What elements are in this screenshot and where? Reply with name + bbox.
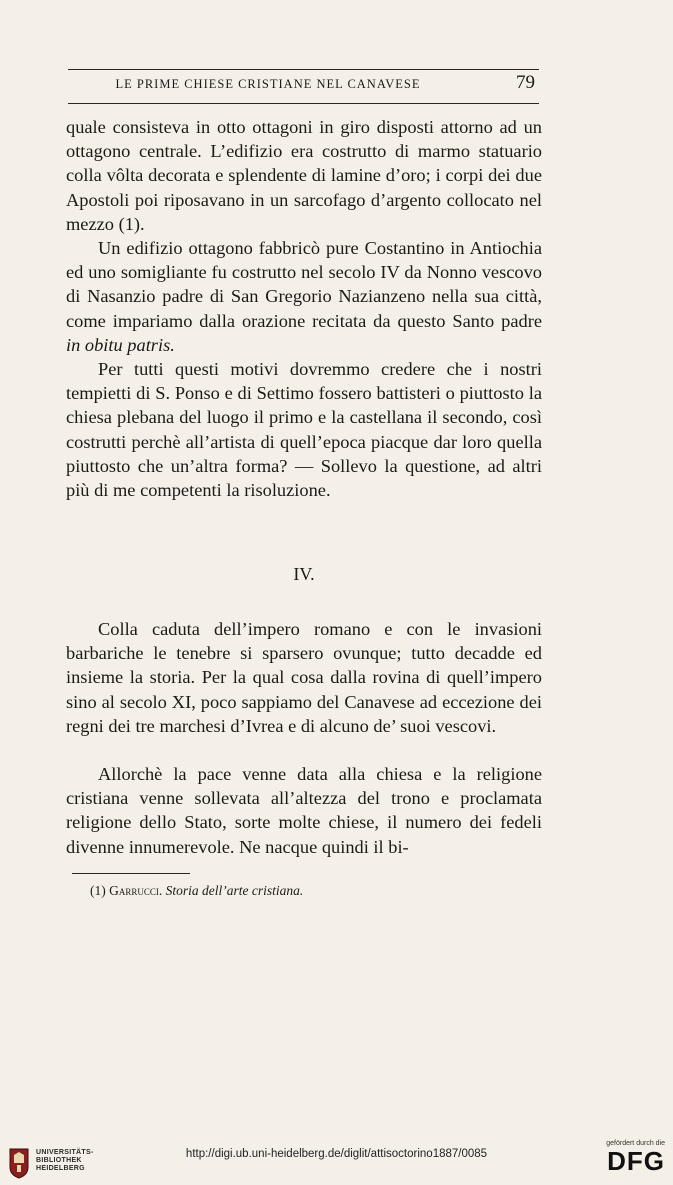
section-heading: IV. [293,564,315,584]
paragraph-3 [66,357,542,502]
library-line-1: UNIVERSITÄTS- [36,1149,94,1156]
footnote-title: Storia dell’arte cristiana. [165,883,304,898]
running-title: LE PRIME CHIESE CRISTIANE NEL CANAVESE [115,77,421,91]
funder-caption: gefördert durch die [606,1140,665,1147]
paragraph-1-text: quale consisteva in otto ottagoni in giro disposti attorno ad un ottagono centrale. L’edifizio era costrutto di marmo statuario colla vôlta decorata e splendente di lamine d’oro; i corpi dei due Apostoli poi riposavano in un sarcofago d’argento collocato nel mezzo (1). [66,117,542,234]
dfg-logo[interactable] [593,1140,665,1175]
paragraph-5 [66,762,542,859]
header-rule-bottom [68,103,539,104]
paragraph-2-italic: in obitu patris. [66,334,175,355]
paragraph-3-text: Per tutti questi motivi dovremmo credere che i nostri tempietti di S. Ponso e di Settimo fossero battisteri o piuttosto la chiesa plebana del luogo il primo e la castellana il secondo, così costrutti perchè all’artista di quell’epoca piacque dar loro quella piuttosto che un’altra forma? — Sollevo la questione, ad altri più di me competenti la risoluzione. [66,359,542,501]
digital-copy-url[interactable]: http://digi.ub.uni-heidelberg.de/diglit/attisoctorino1887/0085 [185,1148,488,1160]
header-rule-top [68,69,539,70]
paragraph-2-text [66,236,542,357]
paragraph-1 [66,115,542,236]
library-line-2: BIBLIOTHEK [36,1157,82,1164]
dfg-logo-text: DFG [607,1146,665,1176]
footnote-rule [72,873,190,874]
footnote-author: Garrucci. [109,883,163,898]
paragraph-4 [66,617,542,738]
page-number: 79 [516,72,535,93]
paragraph-2 [66,236,542,357]
library-line-3: HEIDELBERG [36,1165,85,1172]
paragraph-2-main: Un edifizio ottagono fabbricò pure Costantino in Antiochia ed uno somigliante fu costrutto nel secolo IV da Nonno vescovo di Nasanzio padre di San Gregorio Nazianzeno nella sua città, come impariamo dalla orazione recitata da questo Santo padre [66,238,542,331]
paragraph-4-text: Colla caduta dell’impero romano e con le invasioni barbariche le tenebre si sparsero ovunque; tutto decadde ed insieme la storia. Per la qual cosa dalla rovina di quell’impero sino al secolo XI, poco sappiamo del Canavese ad eccezione dei regni dei tre marchesi d’Ivrea e di alcuno de’ suoi vescovi. [66,619,542,736]
footnote [90,883,530,899]
footnote-marker: (1) [90,883,106,898]
paragraph-5-text: Allorchè la pace venne data alla chiesa e la religione cristiana venne sollevata all’altezza del trono e proclamata religione dello Stato, sorte molte chiese, il numero dei fedeli divenne innumerevole. Ne nacque quindi il bi- [66,764,542,857]
